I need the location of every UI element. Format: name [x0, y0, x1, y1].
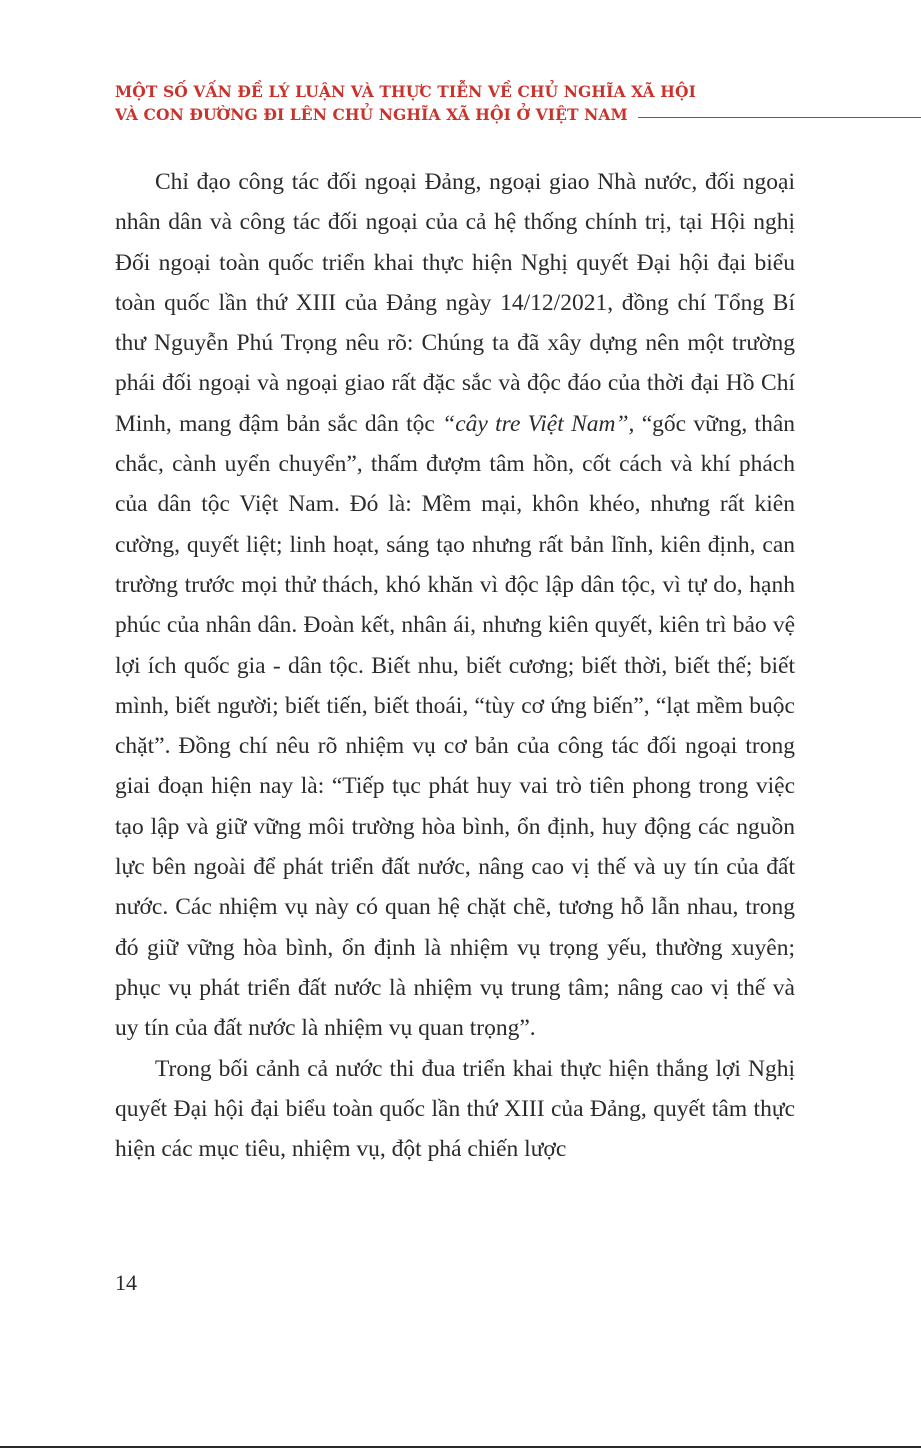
- body-text: [115, 162, 795, 1169]
- header-title-line-1: MỘT SỐ VẤN ĐỀ LÝ LUẬN VÀ THỰC TIỄN VỀ CHỦ NGHĨA XÃ HỘI: [115, 82, 696, 101]
- header-title-line-2-row: [115, 103, 921, 126]
- paragraph-1-text-b: “gốc vững, thân chắc, cành uyển chuyển”, thấm đượm tâm hồn, cốt cách và khí phách của dân tộc Việt Nam. Đó là: Mềm mại, khôn khéo, nhưng rất kiên cường, quyết liệt; linh hoạt, sáng tạo nhưng rất bản lĩnh, kiên định, can trường trước mọi thử thách, khó khăn vì độc lập dân tộc, vì tự do, hạnh phúc của nhân dân. Đoàn kết, nhân ái, nhưng kiên quyết, kiên trì bảo vệ lợi ích quốc gia - dân tộc. Biết nhu, biết cương; biết thời, biết thế; biết mình, biết người; biết tiến, biết thoái, “tùy cơ ứng biến”, “lạt mềm buộc chặt”. Đồng chí nêu rõ nhiệm vụ cơ bản của công tác đối ngoại trong giai đoạn hiện nay là: “Tiếp tục phát huy vai trò tiên phong trong việc tạo lập và giữ vững môi trường hòa bình, ổn định, huy động các nguồn lực bên ngoài để phát triển đất nước, nâng cao vị thế và uy tín của đất nước. Các nhiệm vụ này có quan hệ chặt chẽ, tương hỗ lẫn nhau, trong đó giữ vững hòa bình, ổn định là nhiệm vụ trọng yếu, thường xuyên; phục vụ phát triển đất nước là nhiệm vụ trung tâm; nâng cao vị thế và uy tín của đất nước là nhiệm vụ quan trọng”.: [115, 410, 796, 1042]
- paragraph-2: Trong bối cảnh cả nước thi đua triển khai thực hiện thắng lợi Nghị quyết Đại hội đại biểu toàn quốc lần thứ XIII của Đảng, quyết tâm thực hiện các mục tiêu, nhiệm vụ, đột phá chiến lược: [115, 1055, 795, 1163]
- paragraph-1-italic-phrase: “cây tre Việt Nam”,: [442, 410, 635, 437]
- header-rule: [638, 117, 921, 118]
- running-header: [115, 80, 921, 126]
- paragraph-1-text-a: Chỉ đạo công tác đối ngoại Đảng, ngoại giao Nhà nước, đối ngoại nhân dân và công tác đối ngoại của cả hệ thống chính trị, tại Hội nghị Đối ngoại toàn quốc triển khai thực hiện Nghị quyết Đại hội đại biểu toàn quốc lần thứ XIII của Đảng ngày 14/12/2021, đồng chí Tổng Bí thư Nguyễn Phú Trọng nêu rõ: Chúng ta đã xây dựng nên một trường phái đối ngoại và ngoại giao rất đặc sắc và độc đáo của thời đại Hồ Chí Minh, mang đậm bản sắc dân tộc: [115, 169, 795, 437]
- page-number: 14: [115, 1270, 137, 1295]
- paragraph-1: [115, 162, 795, 1049]
- header-title-line-2: VÀ CON ĐƯỜNG ĐI LÊN CHỦ NGHĨA XÃ HỘI Ở VIỆT NAM: [115, 105, 628, 124]
- bottom-border: [0, 1446, 921, 1448]
